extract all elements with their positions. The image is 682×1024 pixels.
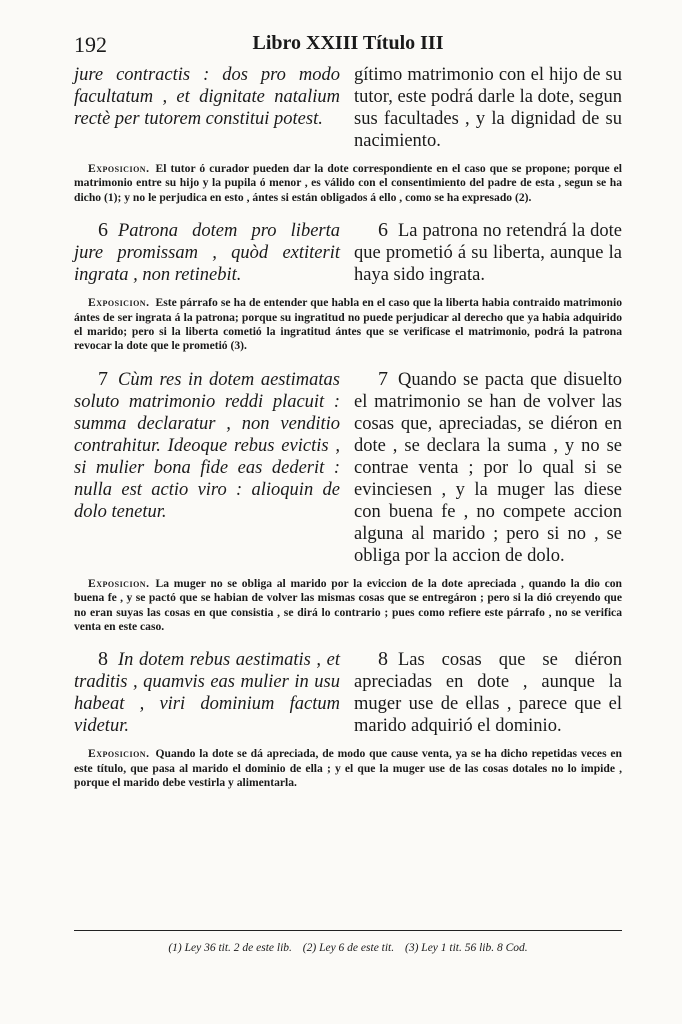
footnote-rule	[74, 930, 622, 931]
book-page	[74, 30, 622, 954]
paragraph-number: 7	[378, 367, 388, 390]
footnote-3: (3) Ley 1 tit. 56 lib. 8 Cod.	[405, 942, 528, 954]
paragraph-number: 8	[98, 648, 108, 671]
latin-paragraph	[74, 648, 340, 737]
latin-text: jure contractis : dos pro modo facultatum , et dignitate natalium rectè per tutorem constitui potest.	[74, 65, 340, 129]
exposicion	[74, 577, 622, 635]
latin-text: Patrona dotem pro liberta jure promissam , quòd extiterit ingrata , non retinebit.	[74, 221, 340, 286]
spanish-paragraph	[354, 368, 622, 567]
exposicion-label: Exposicion.	[88, 747, 150, 761]
section-7	[74, 368, 622, 635]
text-pair	[74, 368, 622, 567]
paragraph-number: 7	[98, 367, 108, 390]
latin-paragraph	[74, 219, 340, 286]
text-pair	[74, 648, 622, 737]
exposicion-text: La muger no se obliga al marido por la eviccion de la dote apreciada , quando la dio con buena fe , y se pactó que se habian de volver las mismas cosas que se entregáron ; pero si la dió creyendo que no eran suyas las cosas en que consistia , se dirá lo contrario ; pues como refiere este párrafo , no se verifica venta en este caso.	[74, 576, 622, 634]
paragraph-number: 6	[98, 219, 108, 242]
section-continuation	[74, 64, 622, 205]
text-pair	[74, 64, 622, 152]
section-6	[74, 219, 622, 354]
running-title: Libro XXIII Título III	[252, 32, 444, 54]
spanish-text: La patrona no retendrá la dote que prometió á su liberta, aunque la haya sido ingrata.	[354, 221, 622, 286]
latin-text: In dotem rebus aestimatis , et traditis , quamvis eas mulier in usu habeat , viri dominium factum videtur.	[74, 650, 340, 737]
paragraph-number: 6	[378, 219, 388, 242]
spanish-text: Quando se pacta que disuelto el matrimonio se han de volver las cosas que, apreciadas, se diéron en dote , se declara la suma , y no se contrae venta ; por lo qual si se evinciesen , y la muger las diese con buena fe , no compete accion alguna al marido ; pero si no , se obliga por la accion de dolo.	[354, 369, 622, 566]
paragraph-number: 8	[378, 648, 388, 671]
footnote-2: (2) Ley 6 de este tit.	[302, 942, 395, 954]
exposicion-text: El tutor ó curador pueden dar la dote correspondiente en el caso que se propone; porque el matrimonio entre su hijo y la pupila ó menor , es válido con el consentimiento del padre de esta , segun se ha dicho (1); y no le perjudica en esto , ántes si están obligados á ello , como se ha expresado (2).	[74, 162, 622, 204]
page-number: 192	[74, 32, 107, 57]
exposicion-label: Exposicion.	[88, 576, 150, 590]
exposicion	[74, 162, 622, 205]
exposicion	[74, 296, 622, 354]
latin-text: Cùm res in dotem aestimatas soluto matrimonio reddi placuit : summa declaratur , non venditio contrahitur. Ideoque rebus evictis , si mulier bona fide eas dederit : nulla est actio viro : alioquin de dolo tenetur.	[74, 369, 340, 522]
footnotes	[74, 942, 622, 954]
exposicion	[74, 747, 622, 790]
spanish-text: gítimo matrimonio con el hijo de su tutor, este podrá darle la dote, segun sus facultades , y la dignidad de su nacimiento.	[354, 65, 622, 151]
spanish-text: Las cosas que se diéron apreciadas en dote , aunque la muger use de ellas , parece que el marido adquirió el dominio.	[354, 650, 622, 737]
latin-paragraph	[74, 368, 340, 567]
exposicion-text: Este párrafo se ha de entender que habla en el caso que la liberta habia contraido matrimonio ántes de ser ingrata á la patrona; porque su ingratitud no puede perjudicar al derecho que ya habia adquirido el marido; pero si la liberta cometió la ingratitud ántes que se verificase el matrimonio, podrá la patrona revocar la dote que le prometió (3).	[74, 296, 622, 353]
section-8	[74, 648, 622, 790]
exposicion-text: Quando la dote se dá apreciada, de modo que cause venta, ya se ha dicho repetidas veces en este título, que pasa al marido el dominio de ella ; y el que la muger use de las cosas dotales no lo impide , porque el marido debe vestirla y alimentarla.	[74, 747, 622, 790]
spanish-paragraph	[354, 648, 622, 737]
exposicion-label: Exposicion.	[88, 296, 150, 310]
spanish-paragraph	[354, 219, 622, 286]
text-pair	[74, 219, 622, 286]
footnote-1: (1) Ley 36 tit. 2 de este lib.	[168, 942, 292, 954]
exposicion-label: Exposicion.	[88, 162, 150, 175]
page-header	[74, 30, 622, 64]
